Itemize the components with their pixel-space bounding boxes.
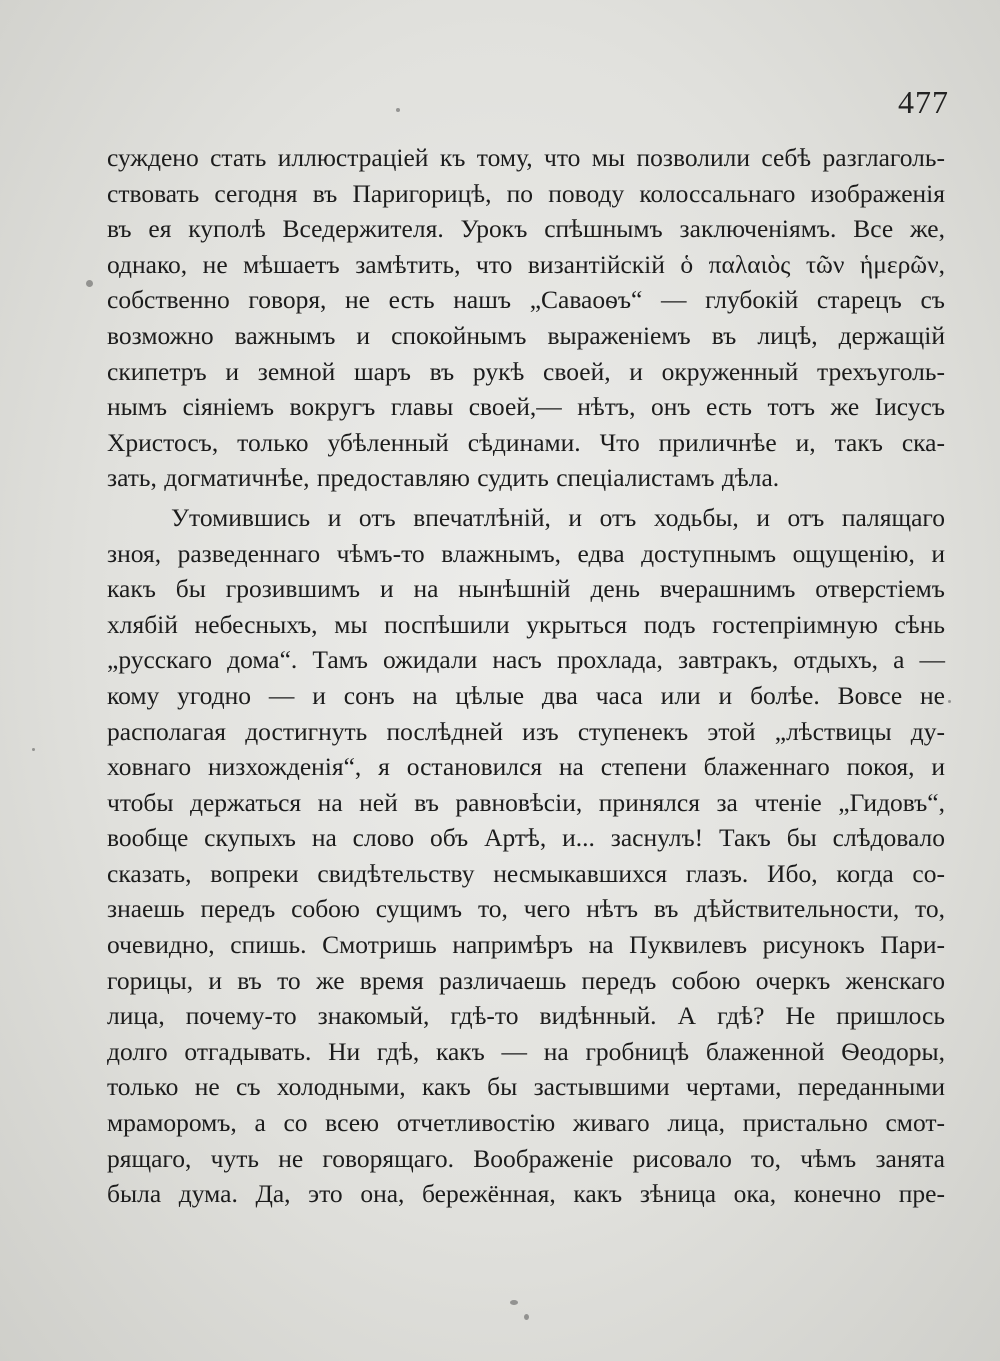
paper-speck — [510, 1300, 518, 1305]
text-line: кому угодно — и сонъ на цѣлые два часа или и болѣе. Вовсе не — [107, 680, 945, 710]
text-line: однако, не мѣшаетъ замѣтить, что византійскій ὁ παλαιὸς τῶν ἡμερῶν, — [107, 249, 945, 279]
text-line: зать, догматичнѣе, предоставляю судить спеціалистамъ дѣла. — [107, 463, 780, 493]
text-line: „русскаго дома“. Тамъ ожидали насъ прохлада, завтракъ, отдыхъ, а — — [107, 645, 945, 675]
text-line: въ ея куполѣ Вседержителя. Урокъ спѣшнымъ заключеніямъ. Все же, — [107, 214, 945, 244]
paper-speck — [32, 748, 35, 751]
text-line: долго отгадывать. Ни гдѣ, какъ — на гробницѣ блаженной Ѳеодоры, — [107, 1036, 945, 1066]
text-line: Христосъ, только убѣленный сѣдинами. Что приличнѣе и, такъ ска- — [107, 427, 945, 457]
text-line: только не съ холодными, какъ бы застывшими чертами, переданными — [107, 1072, 945, 1102]
text-line: нымъ сіяніемъ вокругъ главы своей,— нѣтъ, онъ есть тотъ же Іисусъ — [107, 392, 945, 422]
text-line: какъ бы грозившимъ и на нынѣшній день вчерашнимъ отверстіемъ — [107, 574, 945, 604]
paper-speck — [948, 700, 951, 703]
body-text — [107, 140, 945, 1212]
text-line: хлябій небесныхъ, мы поспѣшили укрыться подъ гостепріимную сѣнь — [107, 609, 945, 639]
text-line: очевидно, спишь. Смотришь напримѣръ на Пуквилевъ рисунокъ Пари- — [107, 930, 945, 960]
text-line: мраморомъ, а со всею отчетливостію живаго лица, пристально смот- — [107, 1108, 945, 1138]
paper-speck — [396, 108, 400, 112]
text-line: располагая достигнуть послѣдней изъ ступенекъ этой „лѣствицы ду- — [107, 716, 945, 746]
text-line: горицы, и въ то же время различаешь передъ собою очеркъ женскаго — [107, 965, 945, 995]
text-line: знаешь передъ собою сущимъ то, чего нѣтъ въ дѣйствительности, то, — [107, 894, 945, 924]
text-line: рящаго, чуть не говорящаго. Воображеніе рисовало то, чѣмъ занята — [107, 1143, 945, 1173]
text-line: была дума. Да, это она, бережённая, какъ зѣница ока, конечно пре- — [107, 1179, 945, 1209]
text-line: вообще скупыхъ на слово объ Артѣ, и... заснулъ! Такъ бы слѣдовало — [107, 823, 945, 853]
text-line: сказать, вопреки свидѣтельству несмыкавшихся глазъ. Ибо, когда со- — [107, 858, 945, 888]
text-line: собственно говоря, не есть нашъ „Саваоѳъ“ — глубокій старецъ съ — [107, 285, 945, 315]
paragraph-2 — [107, 500, 945, 1212]
text-line: лица, почему-то знакомый, гдѣ-то видѣнный. А гдѣ? Не пришлось — [107, 1001, 945, 1031]
paragraph-1 — [107, 140, 945, 496]
text-line: суждено стать иллюстраціей къ тому, что мы позволили себѣ разглаголь- — [107, 143, 945, 172]
text-line: чтобы держаться на ней въ равновѣсіи, принялся за чтеніе „Гидовъ“, — [107, 787, 945, 817]
text-line: возможно важнымъ и спокойнымъ выраженіемъ въ лицѣ, держащій — [107, 320, 945, 350]
text-line: ховнаго низхожденія“, я остановился на степени блаженнаго покоя, и — [107, 752, 945, 782]
text-line: Утомившись и отъ впечатлѣній, и отъ ходьбы, и отъ палящаго — [171, 502, 945, 532]
page-number: 477 — [898, 84, 949, 120]
paper-speck — [86, 280, 93, 287]
text-line: скипетръ и земной шаръ въ рукѣ своей, и окруженный трехъуголь- — [107, 356, 945, 386]
text-line: ствовать сегодня въ Паригорицѣ, по поводу колоссальнаго изображенія — [107, 178, 945, 208]
text-line: зноя, разведеннаго чѣмъ-то влажнымъ, едва доступнымъ ощущенію, и — [107, 538, 945, 568]
paper-speck — [524, 1314, 529, 1320]
